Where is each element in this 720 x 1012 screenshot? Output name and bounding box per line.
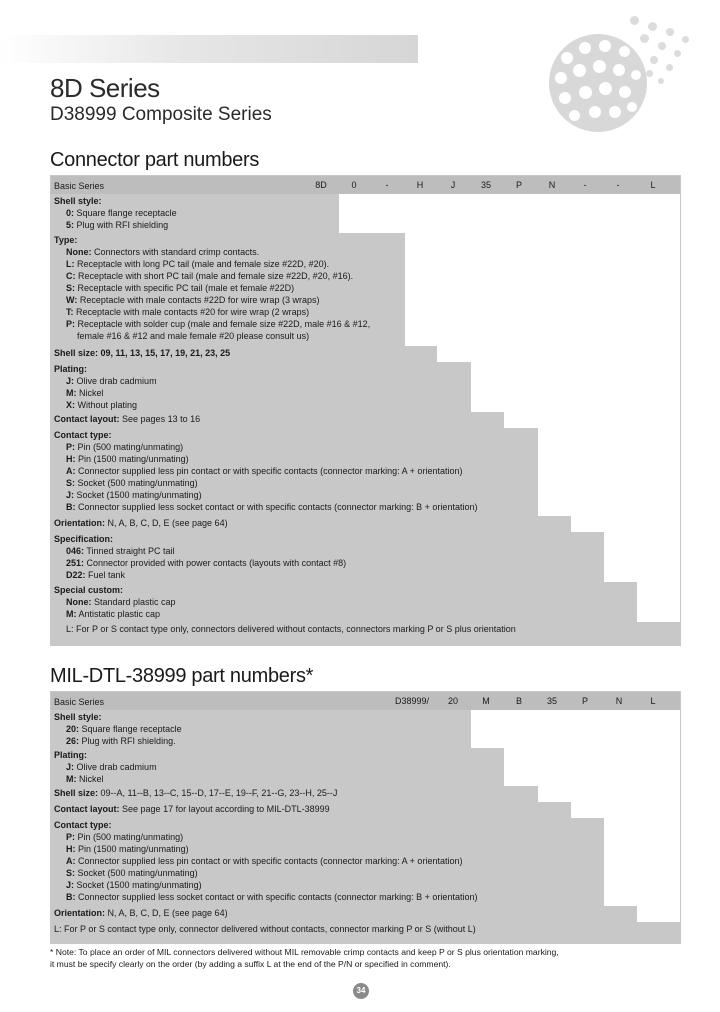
mil-code: N xyxy=(615,696,623,706)
connector-code: 8D xyxy=(315,180,327,190)
list-item: 046: Tinned straight PC tail xyxy=(66,546,175,556)
connector-contact-layout: Contact layout: See pages 13 to 16 xyxy=(54,414,201,424)
connector-code: P xyxy=(515,180,522,190)
mil-section-title: MIL-DTL-38999 part numbers* xyxy=(50,665,314,687)
mil-code: D38999/ xyxy=(394,696,430,706)
list-item: 20: Square flange receptacle xyxy=(66,724,182,734)
header-gradient-bar xyxy=(0,35,418,63)
list-item: J: Socket (1500 mating/unmating) xyxy=(66,490,202,500)
mil-contact-layout: Contact layout: See page 17 for layout according to MIL-DTL-38999 xyxy=(54,804,330,814)
connector-code: 35 xyxy=(480,180,491,190)
list-item: J: Olive drab cadmium xyxy=(66,376,157,386)
mil-code: 20 xyxy=(447,696,458,706)
list-item: 0: Square flange receptacle xyxy=(66,208,177,218)
page-number: 34 xyxy=(353,983,369,999)
footnote-line-1: * Note: To place an order of MIL connectors delivered without MIL removable crimp contacts and keep P or S plus orientation marking, xyxy=(50,947,559,957)
list-item: L: Receptacle with long PC tail (male and female size #22D, #20). xyxy=(66,259,330,269)
mil-orientation: Orientation: N, A, B, C, D, E (see page 64) xyxy=(54,908,228,918)
connector-section-title: Connector part numbers xyxy=(50,149,260,171)
mil-contact-type-label: Contact type: xyxy=(54,820,112,830)
list-item: S: Socket (500 mating/unmating) xyxy=(66,478,198,488)
list-item: D22: Fuel tank xyxy=(66,570,126,580)
connector-code: N xyxy=(548,180,556,190)
series-subtitle: D38999 Composite Series xyxy=(50,104,272,125)
list-item: H: Pin (1500 mating/unmating) xyxy=(66,844,189,854)
list-item: B: Connector supplied less socket contact or with specific contacts (connector marking: B + orientation) xyxy=(66,892,478,902)
footnote-line-2: it must be specify clearly on the order (by adding a suffix L at the end of the P/N or specified in comment). xyxy=(50,959,451,969)
connector-basic-series-label: Basic Series xyxy=(54,181,105,191)
list-item: female #16 & #12 and male female #20 please consult us) xyxy=(77,331,310,341)
list-item: 5: Plug with RFI shielding xyxy=(66,220,169,230)
series-title: 8D Series xyxy=(50,73,160,103)
connector-code: 0 xyxy=(351,180,357,190)
connector-code: J xyxy=(450,180,456,190)
list-item: P: Receptacle with solder cup (male and female size #22D, male #16 & #12, xyxy=(66,319,371,329)
connector-type-label: Type: xyxy=(54,235,78,245)
list-item: M: Nickel xyxy=(66,774,104,784)
list-item: H: Pin (1500 mating/unmating) xyxy=(66,454,189,464)
mil-code: B xyxy=(515,696,522,706)
list-item: 26: Plug with RFI shielding. xyxy=(66,736,176,746)
list-item: S: Receptacle with specific PC tail (male et female #22D) xyxy=(66,283,295,293)
connector-contact-type-label: Contact type: xyxy=(54,430,112,440)
list-item: C: Receptacle with short PC tail (male and female size #22D, #20, #16). xyxy=(66,271,354,281)
connector-l-note: L: For P or S contact type only, connectors delivered without contacts, connectors marking P or S plus orientation xyxy=(66,624,516,634)
list-item: P: Pin (500 mating/unmating) xyxy=(66,442,184,452)
list-item: T: Receptacle with male contacts #20 for wire wrap (2 wraps) xyxy=(66,307,310,317)
list-item: W: Receptacle with male contacts #22D for wire wrap (3 wraps) xyxy=(66,295,320,305)
connector-specification-label: Specification: xyxy=(54,534,114,544)
mil-l-note: L: For P or S contact type only, connector delivered without contacts, connector marking P or S (without L) xyxy=(54,924,476,934)
connector-orientation: Orientation: N, A, B, C, D, E (see page 64) xyxy=(54,518,228,528)
list-item: None: Standard plastic cap xyxy=(66,597,176,607)
list-item: M: Nickel xyxy=(66,388,104,398)
mil-code: L xyxy=(650,696,656,706)
connector-code: H xyxy=(416,180,424,190)
list-item: A: Connector supplied less pin contact or with specific contacts (connector marking: A + orientation) xyxy=(66,856,463,866)
connector-code: L xyxy=(650,180,656,190)
connector-code: - xyxy=(616,180,620,190)
connector-shell-style-label: Shell style: xyxy=(54,196,102,206)
list-item: None: Connectors with standard crimp contacts. xyxy=(66,247,260,257)
mil-shell-style-label: Shell style: xyxy=(54,712,102,722)
mil-basic-series-label: Basic Series xyxy=(54,697,105,707)
list-item: J: Socket (1500 mating/unmating) xyxy=(66,880,202,890)
list-item: X: Without plating xyxy=(66,400,138,410)
connector-code: - xyxy=(385,180,389,190)
list-item: B: Connector supplied less socket contact or with specific contacts (connector marking: B + orientation) xyxy=(66,502,478,512)
list-item: A: Connector supplied less pin contact or with specific contacts (connector marking: A + orientation) xyxy=(66,466,463,476)
mil-shell-size: Shell size: 09--A, 11--B, 13--C, 15--D, 17--E, 19--F, 21--G, 23--H, 25--J xyxy=(54,788,338,798)
mil-code: M xyxy=(482,696,490,706)
decorative-dot-circle xyxy=(549,34,647,132)
connector-shell-size: Shell size: 09, 11, 13, 15, 17, 19, 21, 23, 25 xyxy=(54,348,231,358)
list-item: M: Antistatic plastic cap xyxy=(66,609,161,619)
connector-code: - xyxy=(583,180,587,190)
list-item: 251: Connector provided with power contacts (layouts with contact #8) xyxy=(66,558,347,568)
list-item: J: Olive drab cadmium xyxy=(66,762,157,772)
list-item: S: Socket (500 mating/unmating) xyxy=(66,868,198,878)
list-item: P: Pin (500 mating/unmating) xyxy=(66,832,184,842)
connector-special-custom-label: Special custom: xyxy=(54,585,124,595)
connector-plating-label: Plating: xyxy=(54,364,87,374)
mil-code: 35 xyxy=(546,696,557,706)
mil-plating-label: Plating: xyxy=(54,750,87,760)
mil-code: P xyxy=(581,696,588,706)
